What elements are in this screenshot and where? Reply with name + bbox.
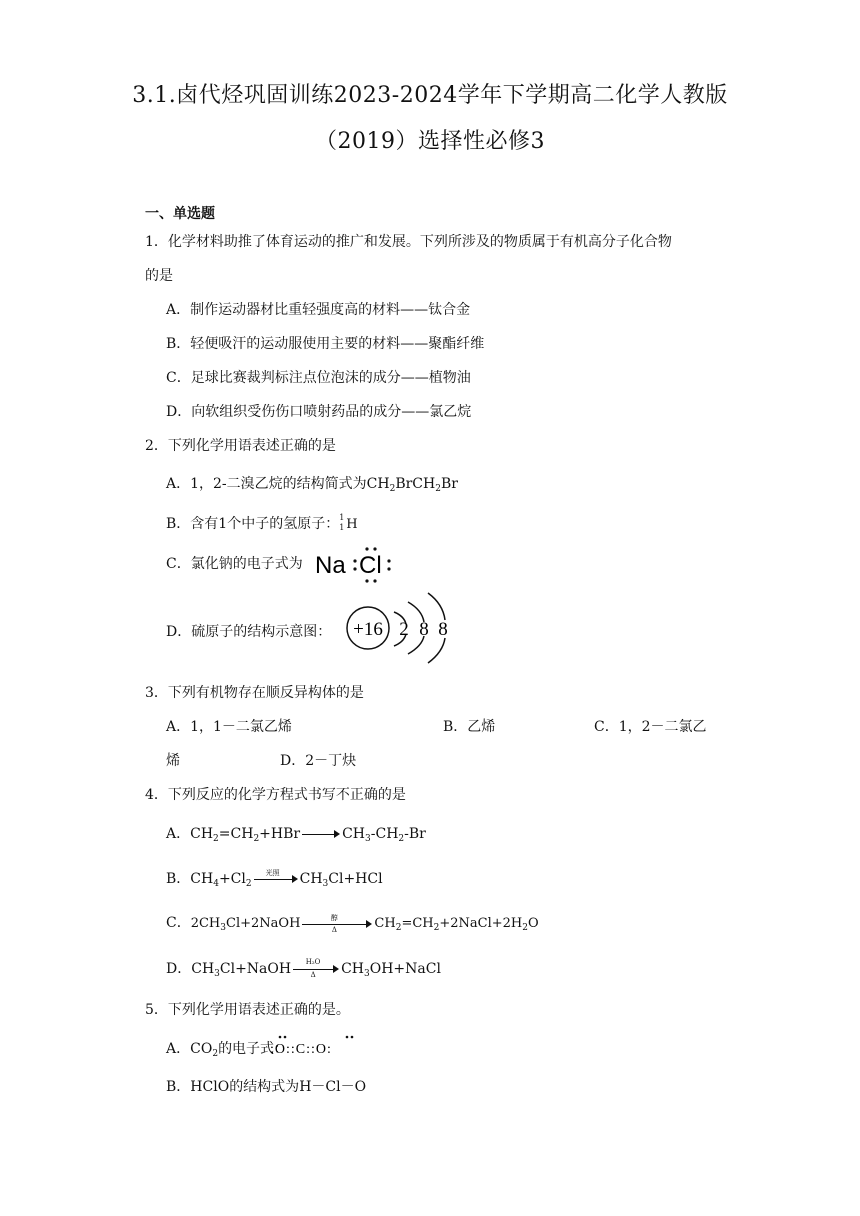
sulfur-atom-structure-diagram <box>342 590 452 664</box>
q2-option-a <box>166 473 458 494</box>
q2-option-b <box>166 513 358 533</box>
q1-option-d: D．向软组织受伤伤口喷射药品的成分——氯乙烷 <box>166 404 472 420</box>
q3-option-c-continued: 烯 <box>166 753 180 769</box>
reaction-arrow <box>302 827 340 841</box>
hydrogen-isotope-symbol: 1 1 H <box>339 513 358 532</box>
q3-option-a: A．1，1－二氯乙烯 <box>166 719 292 735</box>
hclo-structural-formula: H－Cl－O <box>299 1079 367 1095</box>
q2-option-c: C．氯化钠的电子式为 <box>166 556 303 572</box>
q4-option-c: C．$2CH_3Cl+2NaOH$ 醇 Δ $CH_2=CH_2+2NaCl+2H_2O$ <box>166 913 539 934</box>
q1-option-c: C．足球比赛裁判标注点位泡沫的成分——植物油 <box>166 370 471 386</box>
q2-stem: 2．下列化学用语表述正确的是 <box>145 438 336 454</box>
q1-option-b: B．轻便吸汗的运动服使用主要的材料——聚酯纤维 <box>166 336 485 352</box>
co2-formula-text: :O::C::O: <box>270 1042 332 1057</box>
q4-stem: 4．下列反应的化学方程式书写不正确的是 <box>145 787 406 803</box>
shell-2-electrons: 8 <box>419 619 429 640</box>
q2-option-a-text: A．1，2-二溴乙烷的结构简式为 <box>166 476 367 492</box>
q3-option-b: B．乙烯 <box>443 719 496 735</box>
q2-option-b-text: B．含有1个中子的氢原子： <box>166 516 340 532</box>
q1-stem-line2: 的是 <box>145 268 173 284</box>
nacl-na-text: Na <box>315 552 346 579</box>
q5-option-a: A．$CO_2$的电子式： <box>166 1041 289 1059</box>
q3-stem: 3．下列有机物存在顺反异构体的是 <box>145 685 364 701</box>
reaction-arrow-alcohol-heat: 醇 Δ <box>302 917 372 931</box>
document-title-line1: 3.1.卤代烃巩固训练2023-2024学年下学期高二化学人教版 <box>132 83 728 108</box>
document-title-line2: （2019）选择性必修3 <box>315 129 545 154</box>
q4-option-d: D．$CH_3Cl+NaOH$ $\frac{\text{H₂O}}{\Delta}$ $CH_3OH+NaCl$ <box>166 958 441 979</box>
shell-1-electrons: 2 <box>399 619 409 640</box>
reaction-arrow-water-heat: $\frac{\text{H₂O}}{\Delta}$ <box>293 962 339 976</box>
nacl-electron-dot-diagram <box>315 546 395 584</box>
reaction-arrow-light: 光照 <box>254 872 298 886</box>
section-heading: 一、单选题 <box>145 206 215 222</box>
q4-option-a: A．$CH_2=CH_2+HBr$ $CH_3-CH_2-Br$ <box>166 826 426 844</box>
q4-option-b: B．$CH_4+Cl_2$ 光照 $CH_3Cl+HCl$ <box>166 869 383 889</box>
shell-3-electrons: 8 <box>438 619 448 640</box>
co2-electron-dot-formula <box>270 1033 374 1059</box>
q3-option-d: D．2－丁炔 <box>280 753 357 769</box>
nacl-cl-text: Cl <box>359 552 382 579</box>
q1-option-a: A．制作运动器材比重轻强度高的材料——钛合金 <box>166 302 471 318</box>
q5-stem: 5．下列化学用语表述正确的是。 <box>145 1002 350 1018</box>
q1-stem-line1: 1．化学材料助推了体育运动的推广和发展。下列所涉及的物质属于有机高分子化合物 <box>145 234 672 250</box>
q5-option-b: B．HClO的结构式为H－Cl－O <box>166 1079 367 1095</box>
q2-a-formula: $CH_2BrCH_2Br$ <box>366 476 458 494</box>
q2-option-d: D．硫原子的结构示意图： <box>166 624 332 640</box>
nucleus-charge: +16 <box>353 619 383 640</box>
q3-option-c: C．1，2－二氯乙 <box>594 719 707 735</box>
